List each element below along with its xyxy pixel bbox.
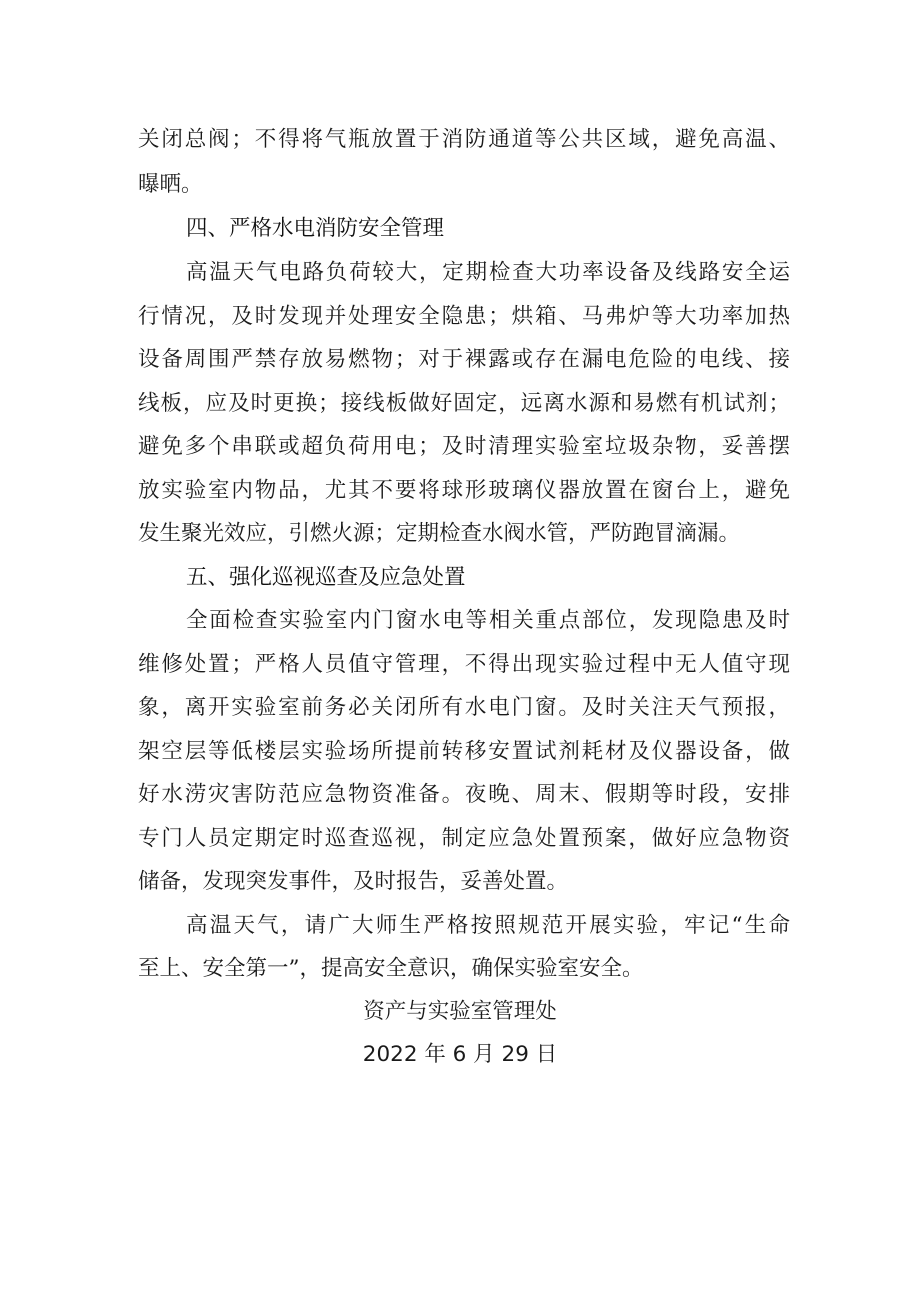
paragraph-line: 象，离开实验室前务必关闭所有水电门窗。及时关注天气预报， bbox=[138, 695, 790, 720]
paragraph-line: 避免多个串联或超负荷用电；及时清理实验室垃圾杂物，妥善摆 bbox=[138, 434, 790, 459]
paragraph-line: 行情况，及时发现并处理安全隐患；烘箱、马弗炉等大功率加热 bbox=[138, 304, 790, 329]
signature-date: 2022 年 6 月 29 日 bbox=[362, 1042, 558, 1067]
closing-line: 高温天气，请广大师生严格按照规范开展实验，牢记“生命 bbox=[186, 913, 790, 938]
section-heading-5: 五、强化巡视巡查及应急处置 bbox=[186, 565, 466, 590]
paragraph-line: 全面检查实验室内门窗水电等相关重点部位，发现隐患及时 bbox=[186, 608, 790, 633]
paragraph-line: 好水涝灾害防范应急物资准备。夜晚、周末、假期等时段，安排 bbox=[138, 782, 790, 807]
paragraph-line: 专门人员定期定时巡查巡视，制定应急处置预案，做好应急物资 bbox=[138, 826, 790, 851]
paragraph-line: 发生聚光效应，引燃火源；定期检查水阀水管，严防跑冒滴漏。 bbox=[138, 521, 741, 546]
section-heading-4: 四、严格水电消防安全管理 bbox=[186, 216, 445, 241]
paragraph-line: 关闭总阀；不得将气瓶放置于消防通道等公共区域，避免高温、 bbox=[138, 127, 790, 152]
paragraph-line: 储备，发现突发事件，及时报告，妥善处置。 bbox=[138, 869, 569, 894]
closing-line: 至上、安全第一”，提高安全意识，确保实验室安全。 bbox=[138, 956, 644, 981]
paragraph-line: 架空层等低楼层实验场所提前转移安置试剂耗材及仪器设备，做 bbox=[138, 739, 790, 764]
paragraph-line: 维修处置；严格人员值守管理，不得出现实验过程中无人值守现 bbox=[138, 652, 790, 677]
paragraph-line: 高温天气电路负荷较大，定期检查大功率设备及线路安全运 bbox=[186, 260, 790, 285]
paragraph-line: 放实验室内物品，尤其不要将球形玻璃仪器放置在窗台上，避免 bbox=[138, 478, 790, 503]
signature-department: 资产与实验室管理处 bbox=[363, 999, 557, 1024]
paragraph-line: 曝晒。 bbox=[138, 172, 203, 197]
paragraph-line: 线板，应及时更换；接线板做好固定，远离水源和易燃有机试剂； bbox=[138, 391, 790, 416]
paragraph-line: 设备周围严禁存放易燃物；对于裸露或存在漏电危险的电线、接 bbox=[138, 347, 790, 372]
